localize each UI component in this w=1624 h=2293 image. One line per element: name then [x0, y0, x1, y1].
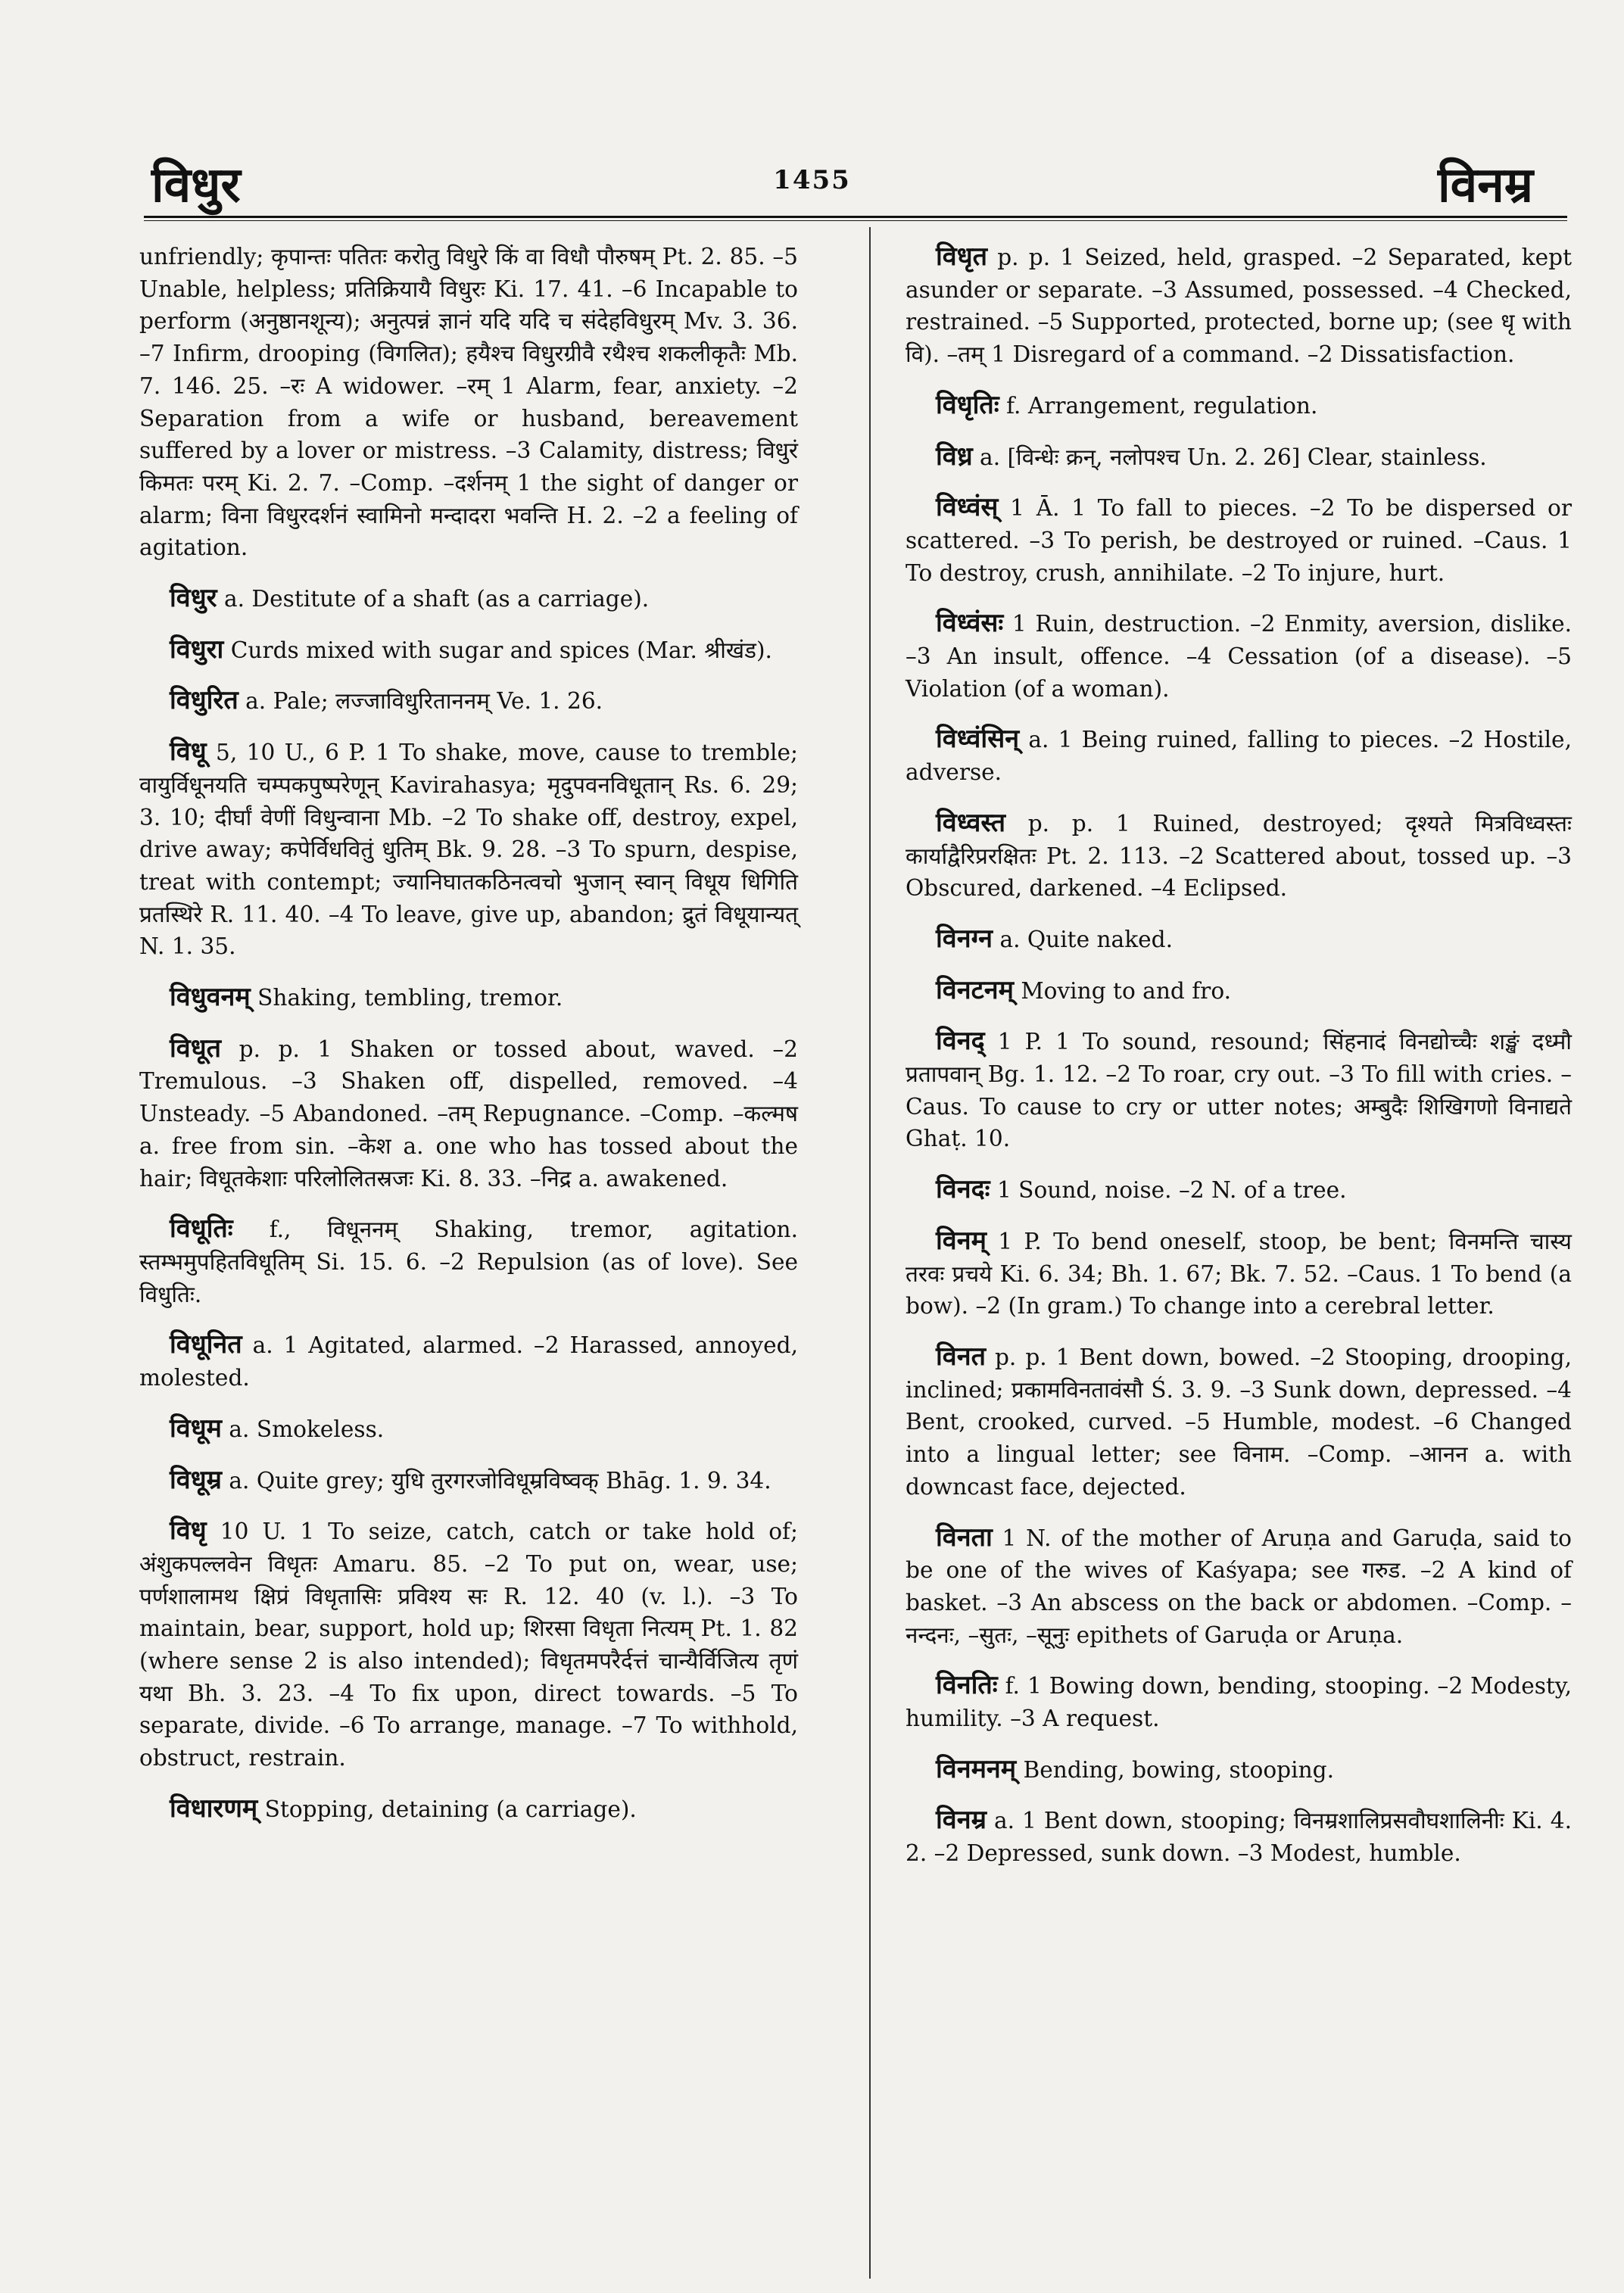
dictionary-entry [906, 1522, 1572, 1652]
entry-headword: विधूम्र [170, 1464, 222, 1495]
dictionary-entry [906, 1341, 1572, 1503]
entry-definition: 1 N. of the mother of Aruṇa and Garuḍa, said to be one of the wives of Kaśyapa; see गरुड. –2 A kind of basket. –3 An abscess on the back or abdomen. –Comp. –नन्दनः, –सुतः, –सूनुः epithets of Garuḍa or Aruṇa. [906, 1525, 1572, 1648]
entry-definition: a. Quite grey; युधि तुरगरजोविधूम्रविष्वक् Bhāg. 1. 9. 34. [229, 1467, 771, 1494]
right-column [906, 241, 1572, 1888]
dictionary-entry [906, 1804, 1572, 1869]
entry-headword: विधारणम् [170, 1793, 258, 1824]
page-number: 1455 [773, 165, 851, 195]
entry-definition: a. Quite naked. [999, 926, 1173, 952]
dictionary-entry [139, 582, 798, 615]
entry-definition: a. 1 Being ruined, falling to pieces. –2 Hostile, adverse. [906, 727, 1572, 786]
dictionary-entry [906, 1225, 1572, 1323]
dictionary-entry [906, 441, 1572, 474]
entry-headword: विनग्न [936, 923, 993, 954]
entry-definition: f. Arrangement, regulation. [1006, 392, 1318, 419]
dictionary-entry [139, 1033, 798, 1195]
dictionary-entry [139, 736, 798, 963]
entry-headword: विनत [936, 1341, 986, 1372]
entry-headword: विनदः [936, 1174, 990, 1205]
entry-definition: 1 P. To bend oneself, stoop, be bent; विनमन्ति चास्य तरवः प्रचये Ki. 6. 34; Bh. 1. 67; Bk. 7. 52. –Caus. 1 To bend (a bow). –2 (In gram.) To change into a cerebral letter. [906, 1228, 1572, 1319]
entry-definition: a. Pale; लज्जाविधुरिताननम् Ve. 1. 26. [245, 688, 603, 715]
entry-headword: विध्वंस् [936, 492, 999, 523]
dictionary-entry [139, 634, 798, 667]
entry-definition: Curds mixed with sugar and spices (Mar. श्रीखंड). [230, 637, 772, 663]
entry-definition: p. p. 1 Bent down, bowed. –2 Stooping, drooping, inclined; प्रकामविनतावंसौ Ś. 3. 9. –3 Sunk down, depressed. –4 Bent, crooked, curved. –5 Humble, modest. –6 Changed into a lingual letter; see विनाम. –Comp. –आनन a. with downcast face, dejected. [906, 1344, 1572, 1500]
dictionary-entry [906, 241, 1572, 371]
header-right-word: विनम्र [1438, 157, 1533, 213]
entry-headword: विध्वंसः [936, 608, 1004, 639]
entry-headword: विधृ [170, 1516, 207, 1547]
entry-headword: विधूतिः [170, 1213, 233, 1245]
dictionary-entry [139, 684, 798, 718]
entry-headword: विध्र [936, 441, 973, 472]
entry-definition: a. Smokeless. [229, 1416, 385, 1442]
dictionary-entry [906, 923, 1572, 956]
entry-definition: Moving to and fro. [1021, 977, 1232, 1004]
entry-definition: a. [विन्धेः क्रन्, नलोपश्च Un. 2. 26] Clear, stainless. [980, 444, 1487, 470]
dictionary-entry [906, 723, 1572, 788]
entry-headword: विधूत [170, 1033, 221, 1064]
entry-headword: विधूनित [170, 1329, 242, 1360]
dictionary-entry [906, 1025, 1572, 1155]
entry-definition: 1 Ruin, destruction. –2 Enmity, aversion, dislike. –3 An insult, offence. –4 Cessation (of a disease). –5 Violation (of a woman). [906, 611, 1572, 702]
entry-headword: विध्वंसिन् [936, 724, 1020, 755]
dictionary-entry [139, 981, 798, 1014]
entry-definition: 10 U. 1 To seize, catch, catch or take hold of; अंशुकपल्लवेन विधृतः Amaru. 85. –2 To put on, wear, use; पर्णशालामथ क्षिप्रं विधृतासिः प्रविश्य सः R. 12. 40 (v. l.). –3 To maintain, bear, support, hold up; शिरसा विधृता नित्यम् Pt. 1. 82 (where sense 2 is also intended); विधृतमपरैर्दत्तं चान्यैर्विजित्य तृणं यथा Bh. 3. 23. –4 To fix upon, direct towards. –5 To separate, divide. –6 To arrange, manage. –7 To withhold, obstruct, restrain. [139, 1519, 798, 1771]
entry-headword: विनम्र [936, 1805, 987, 1836]
dictionary-entry [906, 607, 1572, 705]
entry-definition: p. p. 1 Shaken or tossed about, waved. –2 Tremulous. –3 Shaken off, dispelled, removed. –4 Unsteady. –5 Abandoned. –तम् Repugnance. –Comp. –कल्मष a. free from sin. –केश a. one who has tossed about the hair; विधूतकेशाः परिलोलितस्रजः Ki. 8. 33. –निद्र a. awakened. [139, 1036, 798, 1192]
entry-definition: 5, 10 U., 6 P. 1 To shake, move, cause to tremble; वायुर्विधूनयति चम्पकपुष्परेणून् Kavirahasya; मृदुपवनविधूतान् Rs. 6. 29; 3. 10; दीर्घां वेणीं विधुन्वाना Mb. –2 To shake off, destroy, expel, drive away; कपेर्विधवितुं धुतिम् Bk. 9. 28. –3 To spurn, despise, treat with contempt; ज्यानिघातकठिनत्वचो भुजान् स्वान् विधूय धिगिति प्रतस्थिरे R. 11. 40. –4 To leave, give up, abandon; द्रुतं विधूयान्यत् N. 1. 35. [139, 740, 798, 960]
column-divider [869, 227, 871, 2279]
entry-definition: f., विधूननम् Shaking, tremor, agitation. स्तम्भमुपहितविधूतिम् Si. 15. 6. –2 Repulsion (as of love). See विधुतिः. [139, 1217, 798, 1307]
dictionary-entry [906, 1669, 1572, 1734]
entry-definition: unfriendly; कृपान्तः पतितः करोतु विधुरे किं वा विधौ पौरुषम् Pt. 2. 85. –5 Unable, helpless; प्रतिक्रियायै विधुरः Ki. 17. 41. –6 Incapable to perform (अनुष्ठानशून्य); अनुत्पन्नं ज्ञानं यदि यदि च संदेहविधुरम् Mv. 3. 36. –7 Infirm, drooping (विगलित); हयैश्च विधुरग्रीवै रथैश्च शकलीकृतैः Mb. 7. 146. 25. –रः A widower. –रम् 1 Alarm, fear, anxiety. –2 Separation from a wife or husband, bereavement suffered by a lover or mistress. –3 Calamity, distress; विधुरं किमतः परम् Ki. 2. 7. –Comp. –दर्शनम् 1 the sight of danger or alarm; विना विधुरदर्शनं स्वामिनो मन्दादरा भवन्ति H. 2. –2 a feeling of agitation. [139, 244, 798, 561]
entry-definition: a. Destitute of a shaft (as a carriage). [223, 586, 650, 612]
dictionary-entry [906, 389, 1572, 422]
entry-definition: 1 Sound, noise. –2 N. of a tree. [996, 1177, 1347, 1204]
left-column [139, 241, 798, 1844]
entry-headword: विनद् [936, 1026, 985, 1057]
entry-definition: p. p. 1 Ruined, destroyed; दृश्यते मित्रविध्वस्तः कार्याद्वैरिप्ररक्षितः Pt. 2. 113. –2 Scattered about, tossed up. –3 Obscured, darkened. –4 Eclipsed. [906, 810, 1572, 902]
entry-headword: विधुर [170, 583, 217, 614]
entry-headword: विध्वस्त [936, 807, 1006, 838]
entry-definition: a. 1 Agitated, alarmed. –2 Harassed, annoyed, molested. [139, 1332, 798, 1391]
dictionary-entry [906, 491, 1572, 589]
entry-headword: विनतिः [936, 1670, 998, 1701]
dictionary-entry [139, 1515, 798, 1774]
dictionary-entry [139, 1793, 798, 1826]
header-left-word: विधुर [151, 157, 241, 213]
dictionary-entry [139, 1413, 798, 1446]
dictionary-entry [906, 807, 1572, 905]
entry-headword: विधृतिः [936, 389, 999, 420]
entry-headword: विधुवनम् [170, 982, 251, 1013]
dictionary-entry [906, 974, 1572, 1008]
entry-headword: विनता [936, 1522, 993, 1553]
entry-headword: विधृत [936, 241, 987, 272]
dictionary-entry [139, 1464, 798, 1497]
header-rule [144, 216, 1567, 221]
dictionary-entry [906, 1753, 1572, 1787]
entry-headword: विनटनम् [936, 974, 1014, 1005]
dictionary-entry [139, 1213, 798, 1310]
entry-definition: a. 1 Bent down, stooping; विनम्रशालिप्रसवौघशालिनीः Ki. 4. 2. –2 Depressed, sunk down. –3 Modest, humble. [906, 1808, 1572, 1867]
entry-definition: f. 1 Bowing down, bending, stooping. –2 Modesty, humility. –3 A request. [906, 1673, 1572, 1732]
entry-definition: Bending, bowing, stooping. [1023, 1756, 1335, 1783]
entry-definition: Stopping, detaining (a carriage). [264, 1796, 637, 1822]
entry-definition: p. p. 1 Seized, held, grasped. –2 Separated, kept asunder or separate. –3 Assumed, possessed. –4 Checked, restrained. –5 Supported, protected, borne up; (see धृ with वि). –तम् 1 Disregard of a command. –2 Dissatisfaction. [906, 245, 1572, 368]
dictionary-entry [906, 1173, 1572, 1207]
entry-definition: Shaking, tembling, tremor. [257, 985, 563, 1011]
dictionary-entry [139, 1329, 798, 1394]
entry-headword: विधू [170, 737, 207, 768]
entry-headword: विधुरा [170, 634, 224, 665]
entry-definition: 1 P. 1 To sound, resound; सिंहनादं विनद्योच्चैः शङ्खं दध्मौ प्रतापवान् Bg. 1. 12. –2 To roar, cry out. –3 To fill with cries. –Caus. To cause to cry or utter notes; अम्बुदैः शिखिगणो विनाद्यते Ghaṭ. 10. [906, 1029, 1572, 1152]
entry-definition: 1 Ā. 1 To fall to pieces. –2 To be dispersed or scattered. –3 To perish, be destroyed or ruined. –Caus. 1 To destroy, crush, annihilate. –2 To injure, hurt. [906, 495, 1572, 586]
entry-headword: विधूम [170, 1413, 222, 1444]
entry-headword: विनम् [936, 1225, 987, 1256]
entry-headword: विनमनम् [936, 1753, 1017, 1784]
dictionary-entry [139, 241, 798, 564]
entry-headword: विधुरित [170, 685, 238, 716]
